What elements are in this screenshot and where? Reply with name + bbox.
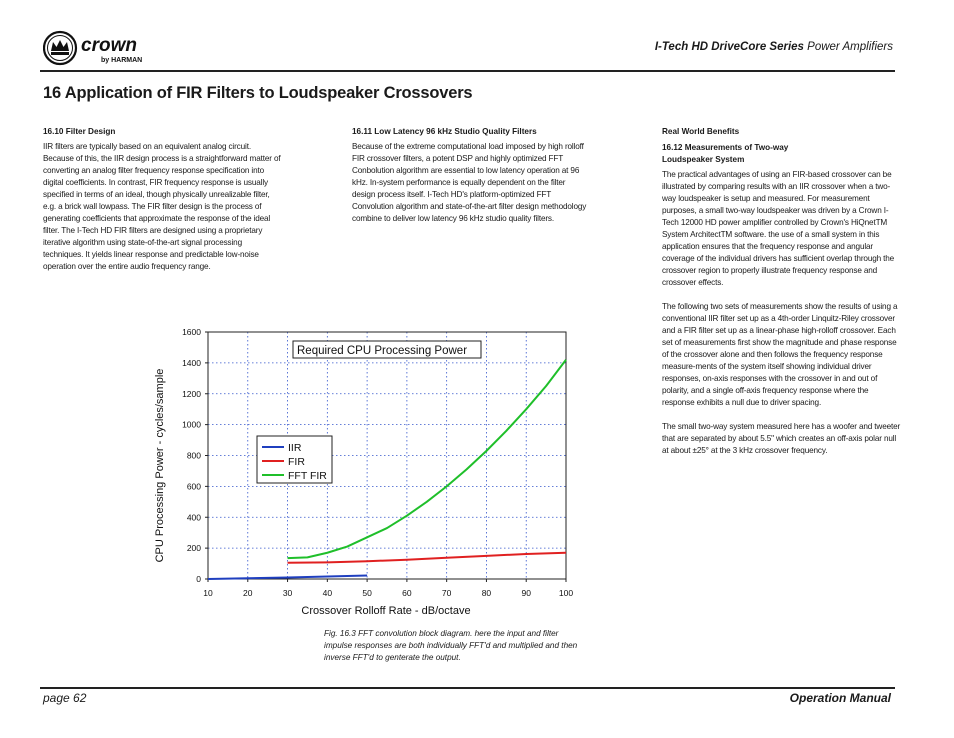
y-tick-label: 800 bbox=[186, 450, 201, 461]
y-tick-label: 200 bbox=[186, 543, 201, 554]
cpu-power-chart bbox=[150, 320, 580, 620]
page-number: page 62 bbox=[43, 691, 87, 705]
manual-title: Operation Manual bbox=[789, 691, 891, 705]
y-tick-label: 1600 bbox=[182, 327, 201, 337]
y-tick-label: 600 bbox=[186, 481, 201, 492]
subsection-heading: 16.12 Measurements of Two-way Loudspeaker System bbox=[662, 143, 789, 164]
x-tick-label: 80 bbox=[481, 588, 492, 598]
series-suffix: Power Amplifiers bbox=[803, 41, 893, 53]
header-rule bbox=[40, 70, 895, 72]
figure-caption: Fig. 16.3 FFT convolution block diagram. here the input and filter impulse responses are both individually FFT'd and multiplied and then inverse FFT'd to genterate the output. bbox=[324, 629, 578, 662]
legend-label: FFT FIR bbox=[288, 470, 327, 482]
footer-rule bbox=[40, 687, 895, 689]
section-heading: Real World Benefits bbox=[662, 127, 740, 136]
legend-label: FIR bbox=[288, 456, 305, 468]
section-body: Because of the extreme computational load imposed by high rolloff FIR crossover filters, a potent DSP and highly optimized FFT Conbolution algorithm are essential to low latency operation at 96 kHz. In-system performance is equally dependent on the filter design process itself. I-Tech HD's platform-optimized FFT Convolution algorithm and state-of-the-art filter design methodology combine to deliver low latency 96 kHz studio quality filters. bbox=[352, 142, 587, 223]
legend-label: IIR bbox=[288, 442, 302, 454]
x-tick-label: 50 bbox=[362, 588, 372, 598]
y-tick-label: 1000 bbox=[182, 419, 201, 430]
x-tick-label: 30 bbox=[282, 588, 293, 598]
page-title: 16 Application of FIR Filters to Loudspeaker Crossovers bbox=[43, 84, 473, 102]
section-heading: 16.11 Low Latency 96 kHz Studio Quality Filters bbox=[352, 127, 537, 136]
series-line-fir bbox=[288, 553, 566, 563]
paragraph-2: The following two sets of measurements show the results of using a conventional IIR filter set up as a 4th-order Linquitz-Riley crossover and a FIR filter set up as a linear-phase high-rolloff crossover. Each set of measurements first show the magnitude and phase response of the crossover alone and then follows the frequency response measure-ments of the system itself showing individual driver responses, on-axis responses with the crossover in and out of polarity, and a single off-axis frequency response where the response exhibits a null due to driver spacing. bbox=[662, 302, 898, 407]
y-tick-label: 1200 bbox=[182, 388, 201, 399]
series-title bbox=[655, 41, 893, 53]
y-tick-label: 0 bbox=[196, 574, 201, 584]
x-tick-label: 20 bbox=[243, 588, 253, 598]
brand-wordmark: crown bbox=[81, 35, 137, 56]
crown-logo bbox=[43, 29, 158, 69]
x-tick-label: 60 bbox=[402, 588, 412, 598]
section-body: IIR filters are typically based on an equivalent analog circuit. Because of this, the IIR design process is a straightforward matter of converting an analog filter frequency response specification into digital coefficients. In contrast, FIR frequency response is usually specified in terms of an ideal, though physically unrealizable filter, e.g. a brick wall lowpass. The FIR filter design is the process of generating coefficients that approximate the response of the ideal filter. The I-Tech HD FIR filters are designed using a proprietary iterative algorithm using state-of-the-art signal processing techniques. It yields linear response and predictable low-noise operation over the entire audio frequency range. bbox=[43, 142, 281, 271]
column-benefits bbox=[662, 126, 902, 457]
x-axis-label: Crossover Rolloff Rate - dB/octave bbox=[301, 605, 471, 617]
y-tick-label: 400 bbox=[186, 512, 201, 523]
series-name: I-Tech HD DriveCore Series bbox=[654, 41, 804, 53]
paragraph-3: The small two-way system measured here has a woofer and tweeter that are separated by about 5.5" which creates an off-axis polar null at about ±25° at the 3 kHz crossover frequency. bbox=[662, 422, 901, 455]
column-low-latency bbox=[352, 126, 590, 225]
x-tick-label: 40 bbox=[322, 588, 333, 598]
series-line-iir bbox=[208, 575, 367, 579]
section-heading: 16.10 Filter Design bbox=[43, 127, 116, 136]
x-tick-label: 100 bbox=[558, 588, 574, 598]
chart-legend bbox=[257, 436, 332, 483]
column-filter-design bbox=[43, 126, 281, 273]
y-tick-label: 1400 bbox=[182, 357, 201, 368]
y-axis-label: CPU Processing Power - cycles/sample bbox=[154, 368, 166, 563]
x-tick-label: 10 bbox=[203, 588, 213, 598]
chart-title: Required CPU Processing Power bbox=[297, 345, 468, 357]
paragraph-1: The practical advantages of using an FIR-based crossover can be illustrated by comparing results with an IIR crossover when a two-way loudspeaker is setup and measured. For measurement purposes, a small two-way loudspeaker was driven by a Crown I-Tech 12000 HD power amplifier controlled by Crown's HiQnetTM System ArchitectTM software. the use of a small system in this application ensures that the frequency response and angular coverage of the individual drivers has sufficient overlap through the crossover region to properly illustrate frequency response and crossover effects. bbox=[662, 170, 895, 287]
x-tick-label: 90 bbox=[521, 588, 531, 598]
brand-sub: by HARMAN bbox=[101, 57, 143, 64]
x-tick-label: 70 bbox=[441, 588, 452, 598]
